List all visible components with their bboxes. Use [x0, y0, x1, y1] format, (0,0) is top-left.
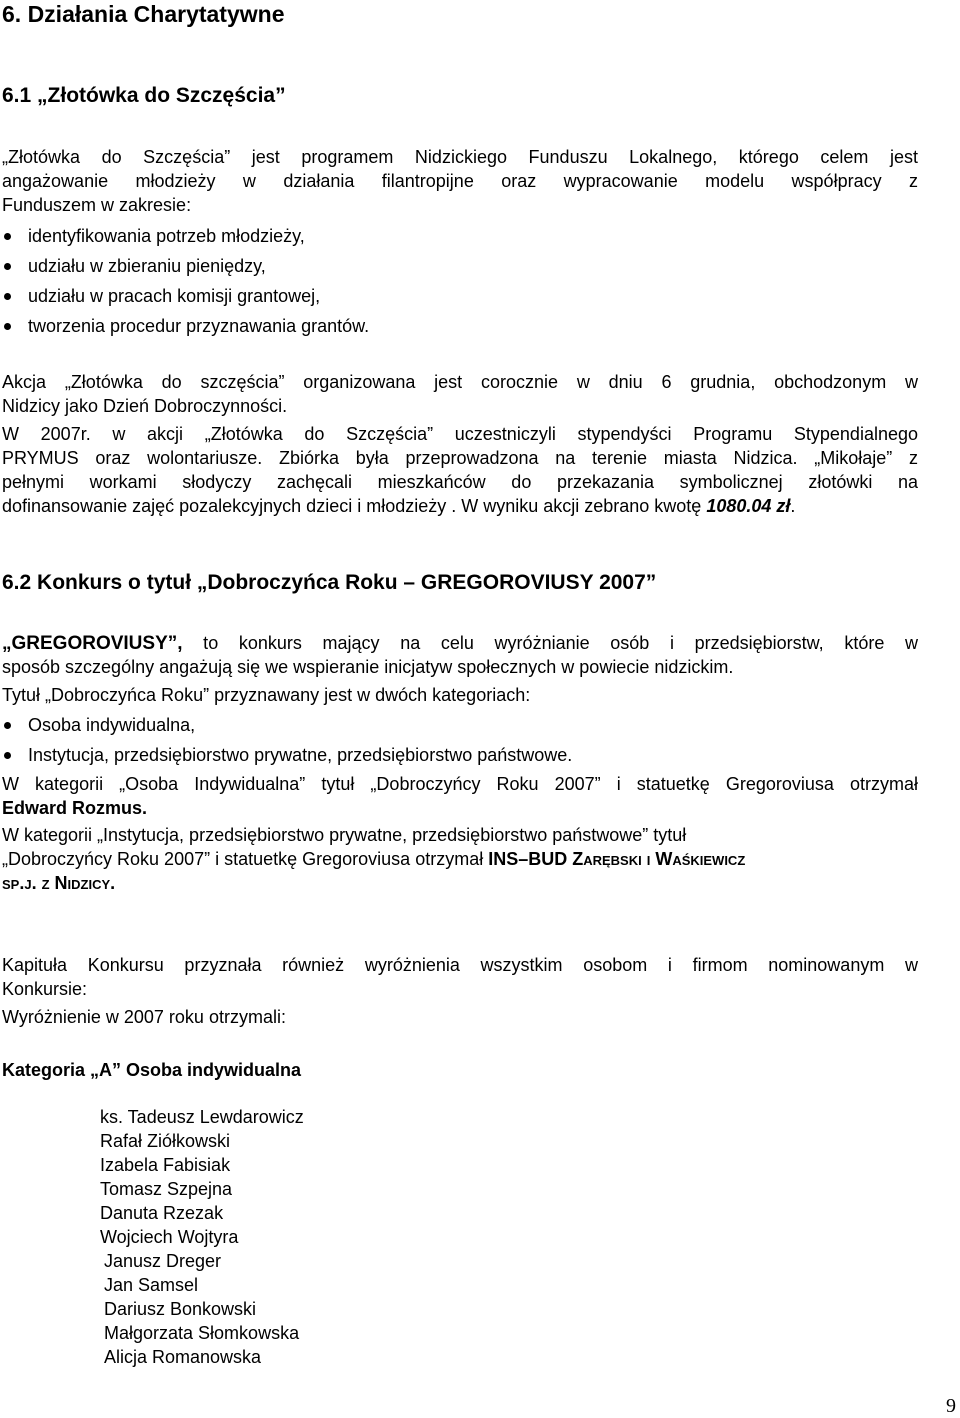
list-item: identyfikowania potrzeb młodzieży,	[0, 224, 918, 254]
collected-amount: 1080.04 zł	[706, 496, 791, 516]
bullet-icon	[4, 293, 11, 300]
intro-line-2: angażowanie młodzieży w działania filantropijne oraz wypracowanie modelu współpracy z	[2, 171, 918, 191]
list-item: Janusz Dreger	[104, 1251, 222, 1271]
list-item: Instytucja, przedsiębiorstwo prywatne, przedsiębiorstwo państwowe.	[0, 743, 918, 773]
bullet-icon	[4, 722, 11, 729]
list-item: udziału w zbieraniu pieniędzy,	[0, 254, 918, 284]
cat2-winner: INS–BUD Zarębski i Waśkiewicz	[488, 849, 746, 869]
category-a-heading: Kategoria „A” Osoba indywidualna	[2, 1060, 302, 1080]
bullet-icon	[4, 323, 11, 330]
w2007-line-2: PRYMUS oraz wolontariusze. Zbiórka była przeprowadzona na terenie miasta Nidzica. „Mikołaje” z	[2, 448, 918, 468]
kapitula-line-1: Kapituła Konkursu przyznała również wyróżnienia wszystkim osobom i firmom nominowanym w	[2, 955, 918, 975]
konkurs-intro-line-2: sposób szczególny angażują się we wspieranie inicjatyw społecznych w powiecie nidzickim.	[2, 657, 734, 677]
list-item: Wojciech Wojtyra	[100, 1227, 239, 1247]
bullet-icon	[4, 263, 11, 270]
cat1-line-1: W kategorii „Osoba Indywidualna” tytuł „Dobroczyńcy Roku 2007” i statuetkę Gregoroviusa otrzymał	[2, 774, 918, 794]
subsection-heading-6-2: 6.2 Konkurs o tytuł „Dobroczyńca Roku – GREGOROVIUSY 2007”	[2, 571, 657, 594]
subsection-heading-6-1: 6.1 „Złotówka do Szczęścia”	[2, 84, 286, 107]
list-item: Małgorzata Słomkowska	[104, 1323, 300, 1343]
list-item: Izabela Fabisiak	[100, 1155, 231, 1175]
awarded-names-list	[100, 1105, 304, 1369]
list-item: Tomasz Szpejna	[100, 1179, 233, 1199]
section-title: 6. Działania Charytatywne	[2, 1, 285, 27]
cat2-line-2: „Dobroczyńcy Roku 2007” i statuetkę Gregoroviusa otrzymał INS–BUD Zarębski i Waśkiewicz	[2, 849, 746, 869]
list-item: Alicja Romanowska	[104, 1347, 262, 1367]
goals-list	[0, 224, 918, 344]
list-item: Danuta Rzezak	[100, 1203, 224, 1223]
intro-line-3: Funduszem w zakresie:	[2, 195, 192, 215]
list-item: Rafał Ziółkowski	[100, 1131, 231, 1151]
konkurs-intro-line-1: „GREGOROVIUSY”, to konkurs mający na celu wyróżnianie osób i przedsiębiorstw, które w	[2, 633, 918, 654]
categories-intro: Tytuł „Dobroczyńca Roku” przyznawany jest w dwóch kategoriach:	[2, 685, 531, 705]
list-item: tworzenia procedur przyznawania grantów.	[0, 314, 918, 344]
cat2-line-1: W kategorii „Instytucja, przedsiębiorstwo prywatne, przedsiębiorstwo państwowe” tytuł	[2, 825, 687, 845]
list-item: Jan Samsel	[104, 1275, 199, 1295]
categories-list	[0, 713, 918, 773]
bullet-icon	[4, 752, 11, 759]
list-item: ks. Tadeusz Lewdarowicz	[100, 1107, 304, 1127]
akcja-line-2: Nidzicy jako Dzień Dobroczynności.	[2, 396, 288, 416]
kapitula-line-2: Konkursie:	[2, 979, 88, 999]
list-item: Dariusz Bonkowski	[104, 1299, 257, 1319]
cat2-winner-line-2: sp.j. z Nidzicy.	[2, 873, 116, 893]
list-item: udziału w pracach komisji grantowej,	[0, 284, 918, 314]
bullet-icon	[4, 233, 11, 240]
w2007-line-1: W 2007r. w akcji „Złotówka do Szczęścia” uczestniczyli stypendyści Programu Stypendialnego	[2, 424, 918, 444]
intro-line-1: „Złotówka do Szczęścia” jest programem Nidzickiego Funduszu Lokalnego, którego celem jest	[2, 147, 918, 167]
w2007-line-4: dofinansowanie zajęć pozalekcyjnych dzieci i młodzieży . W wyniku akcji zebrano kwotę 1080.04 zł.	[2, 496, 796, 516]
awarded-intro: Wyróżnienie w 2007 roku otrzymali:	[2, 1007, 286, 1027]
w2007-line-3: pełnymi workami słodyczy zachęcali mieszkańców do przekazania symbolicznej złotówki na	[2, 472, 918, 492]
list-item: Osoba indywidualna,	[0, 713, 918, 743]
akcja-line-1: Akcja „Złotówka do szczęścia” organizowana jest corocznie w dniu 6 grudnia, obchodzonym w	[2, 372, 918, 392]
page-number: 9	[946, 1395, 956, 1417]
cat1-winner: Edward Rozmus.	[2, 798, 148, 818]
